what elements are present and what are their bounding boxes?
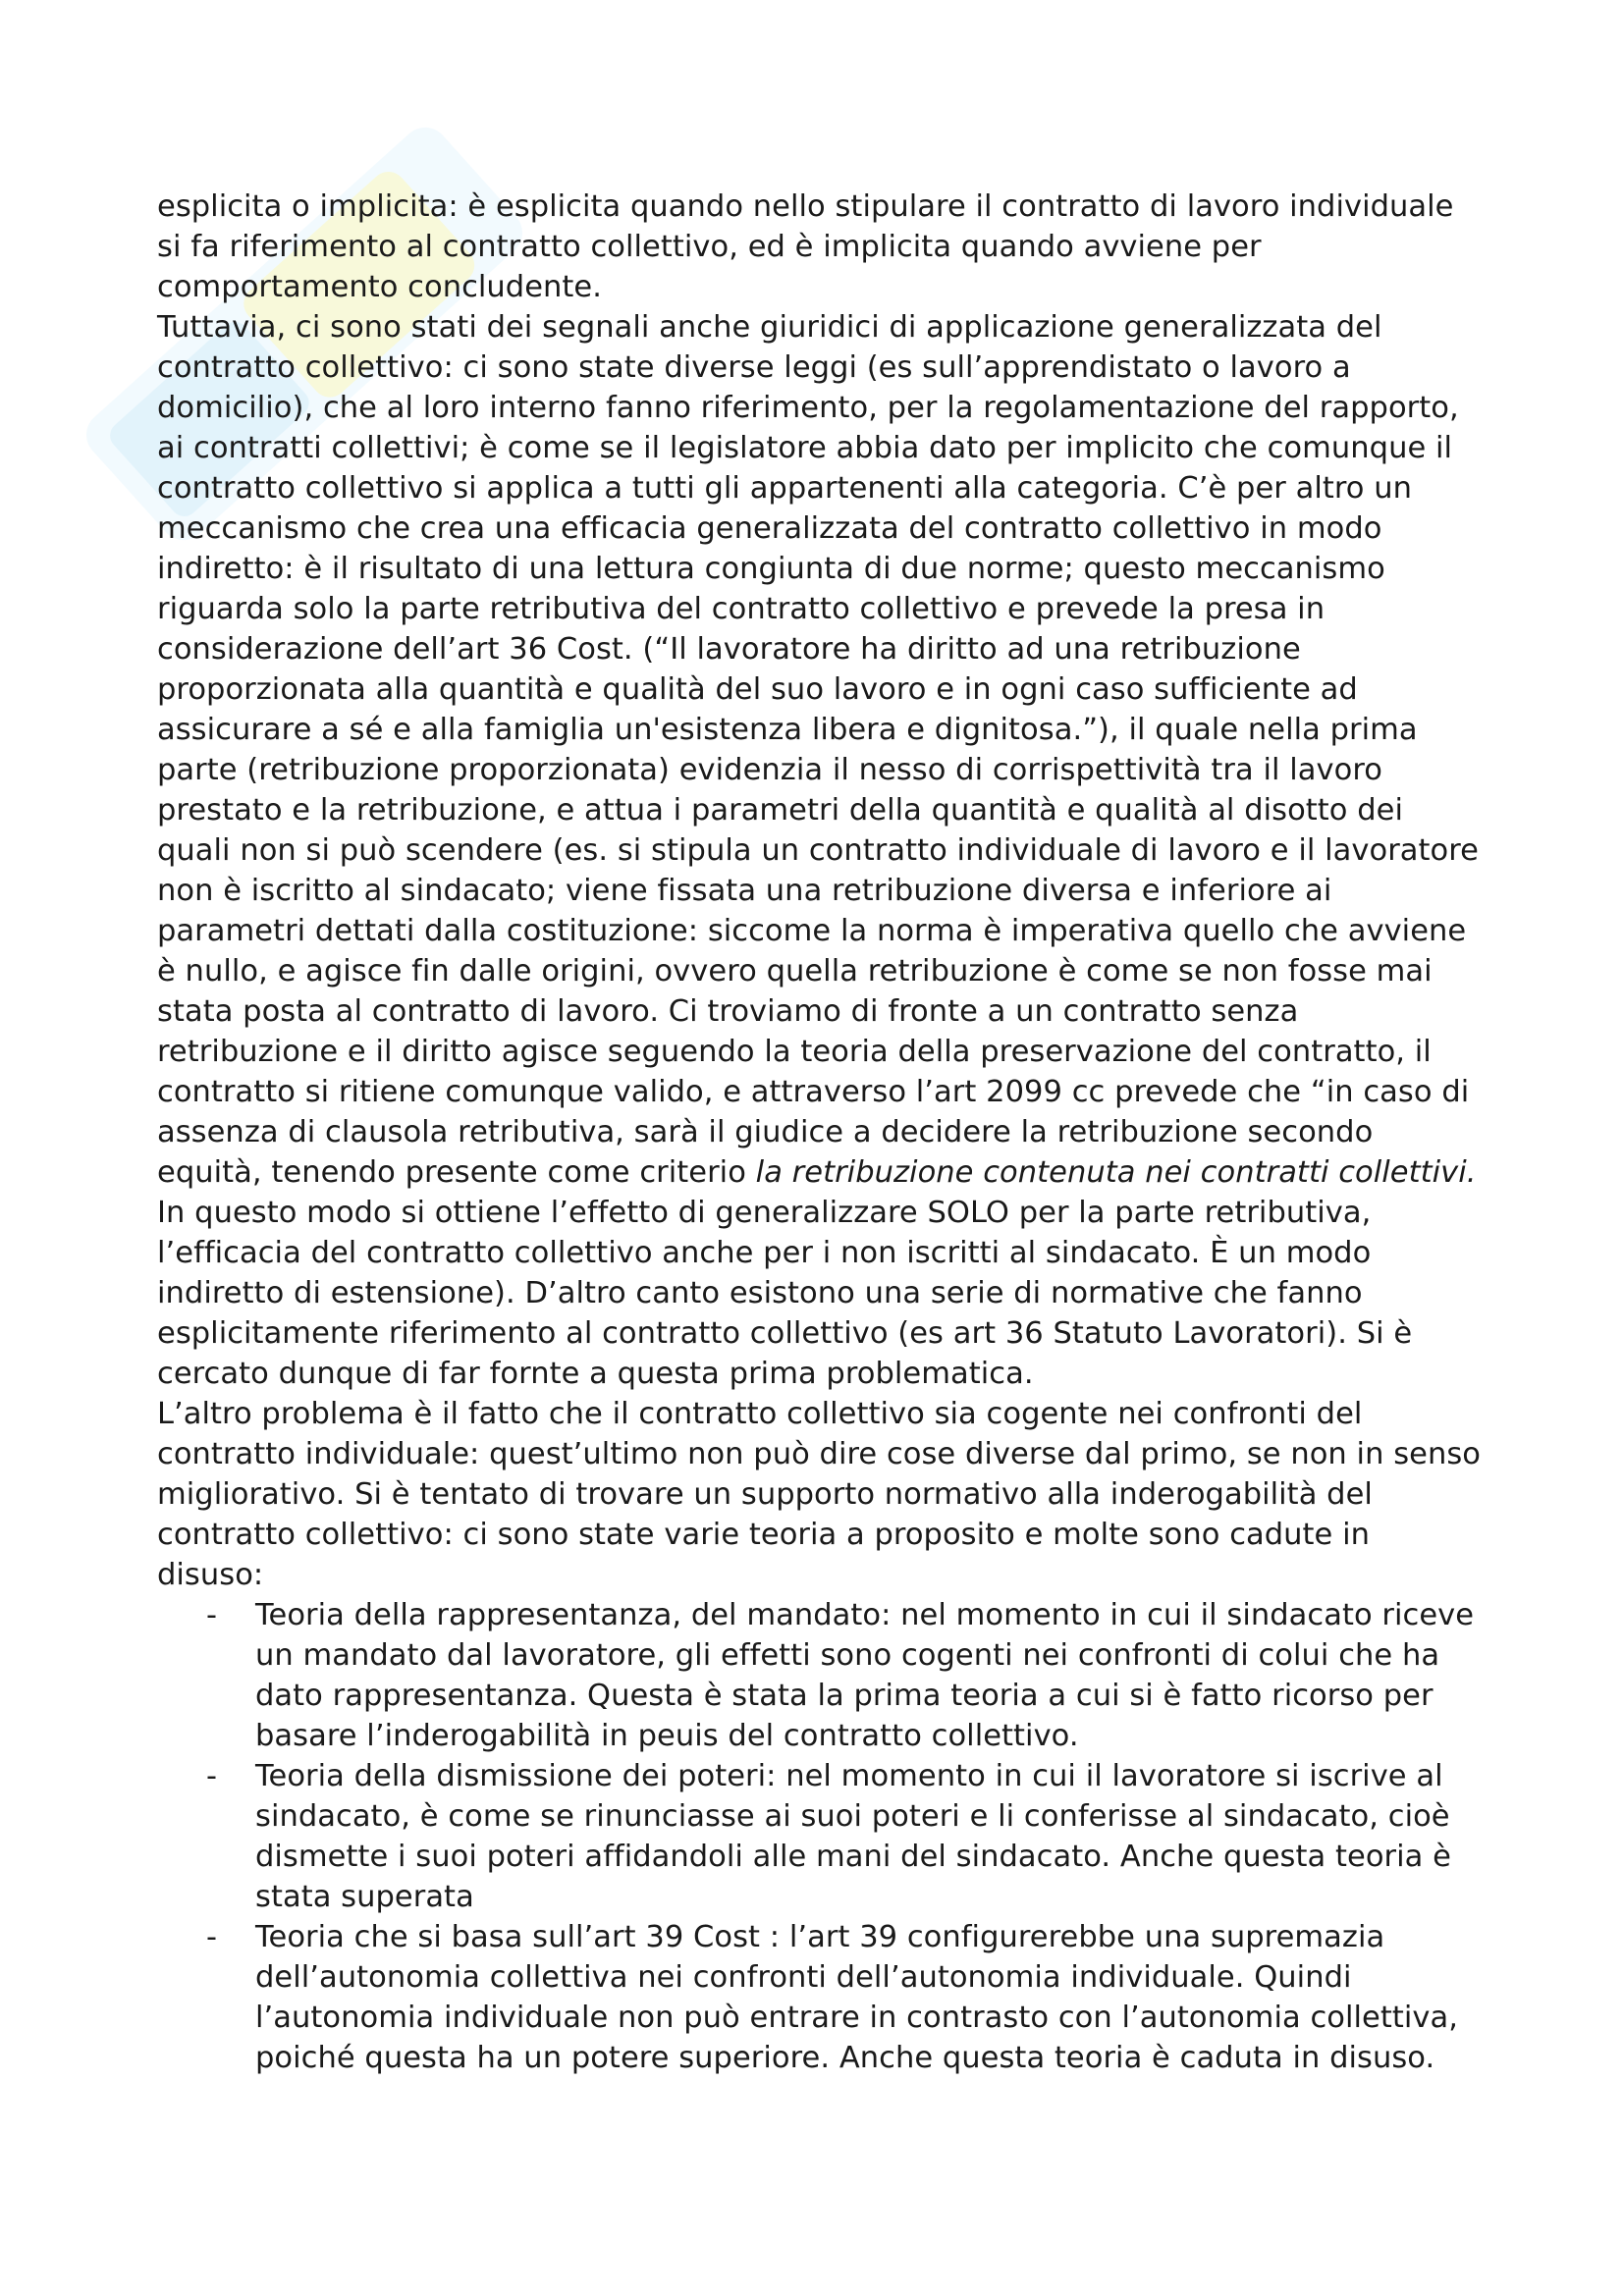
- bullet-marker: -: [206, 1920, 218, 1954]
- list-item-text: Teoria della dismissione dei poteri: nel momento in cui il lavoratore si iscrive al sindacato, è come se rinunciasse ai suoi poteri e li conferisse al sindacato, cioè dismette i suoi poteri affidandoli alle mani del sindacato. Anche questa teoria è stata superata: [255, 1759, 1451, 1914]
- paragraph-3: L’altro problema è il fatto che il contratto collettivo sia cogente nei confronti del contratto individuale: quest’ultimo non può dire cose diverse dal primo, se non in senso migliorativo. Si è tentato di trovare un supporto normativo alla inderogabilità del contratto collettivo: ci sono state varie teoria a proposito e molte sono cadute in disuso:: [157, 1397, 1481, 1592]
- list-item: [157, 1756, 1483, 1917]
- list-item: [157, 1917, 1483, 2078]
- paragraph-2-text-a: Tuttavia, ci sono stati dei segnali anche giuridici di applicazione generalizzata del contratto collettivo: ci sono state diverse leggi (es sull’apprendistato o lavoro a domicilio), che al loro interno fanno riferimento, per la regolamentazione del rapporto, ai contratti collettivi; è come se il legislatore abbia dato per implicito che comunque il contratto collettivo si applica a tutti gli appartenenti alla categoria. C’è per altro un meccanismo che crea una efficacia generalizzata del contratto collettivo in modo indiretto: è il risultato di una lettura congiunta di due norme; questo meccanismo riguarda solo la parte retributiva del contratto collettivo e prevede la presa in considerazione dell’art 36 Cost. (“Il lavoratore ha diritto ad una retribuzione proporzionata alla quantità e qualità del suo lavoro e in ogni caso sufficiente ad assicurare a sé e alla famiglia un'esistenza libera e dignitosa.”), il quale nella prima parte (retribuzione proporzionata) evidenzia il nesso di corrispettività tra il lavoro prestato e la retribuzione, e attua i parametri della quantità e qualità al disotto dei quali non si può scendere (es. si stipula un contratto individuale di lavoro e il lavoratore non è iscritto al sindacato; viene fissata una retribuzione diversa e inferiore ai parametri dettati dalla costituzione: siccome la norma è imperativa quello che avviene è nullo, e agisce fin dalle origini, ovvero quella retribuzione è come se non fosse mai stata posta al contratto di lavoro. Ci troviamo di fronte a un contratto senza retribuzione e il diritto agisce seguendo la teoria della preservazione del contratto, il contratto si ritiene comunque valido, e attraverso l’art 2099 cc prevede che “in caso di assenza di clausola retributiva, sarà il giudice a decidere la retribuzione secondo equità, tenendo presente come criterio: [157, 310, 1479, 1190]
- list-item-text: Teoria della rappresentanza, del mandato: nel momento in cui il sindacato riceve un mandato dal lavoratore, gli effetti sono cogenti nei confronti di colui che ha dato rappresentanza. Questa è stata la prima teoria a cui si è fatto ricorso per basare l’inderogabilità in peuis del contratto collettivo.: [255, 1598, 1475, 1753]
- list-item-text: Teoria che si basa sull’art 39 Cost : l’art 39 configurerebbe una supremazia dell’autonomia collettiva nei confronti dell’autonomia individuale. Quindi l’autonomia individuale non può entrare in contrasto con l’autonomia collettiva, poiché questa ha un potere superiore. Anche questa teoria è caduta in disuso.: [255, 1920, 1458, 2075]
- paragraph-2-italic: la retribuzione contenuta nei contratti collettivi.: [755, 1155, 1477, 1190]
- paragraph-1: esplicita o implicita: è esplicita quando nello stipulare il contratto di lavoro individuale si fa riferimento al contratto collettivo, ed è implicita quando avviene per comportamento concludente.: [157, 189, 1454, 304]
- paragraph-2-text-b: In questo modo si ottiene l’effetto di generalizzare SOLO per la parte retributiva, l’efficacia del contratto collettivo anche per i non iscritti al sindacato. È un modo indiretto di estensione). D’altro canto esistono una serie di normative che fanno esplicitamente riferimento al contratto collettivo (es art 36 Statuto Lavoratori). Si è cercato dunque di far fornte a questa prima problematica.: [157, 1196, 1413, 1391]
- list-item: [157, 1595, 1483, 1756]
- paragraph-2: [157, 307, 1483, 1394]
- document-body: [157, 187, 1483, 2078]
- bullet-marker: -: [206, 1759, 218, 1793]
- theory-list: [157, 1595, 1483, 2078]
- bullet-marker: -: [206, 1598, 218, 1632]
